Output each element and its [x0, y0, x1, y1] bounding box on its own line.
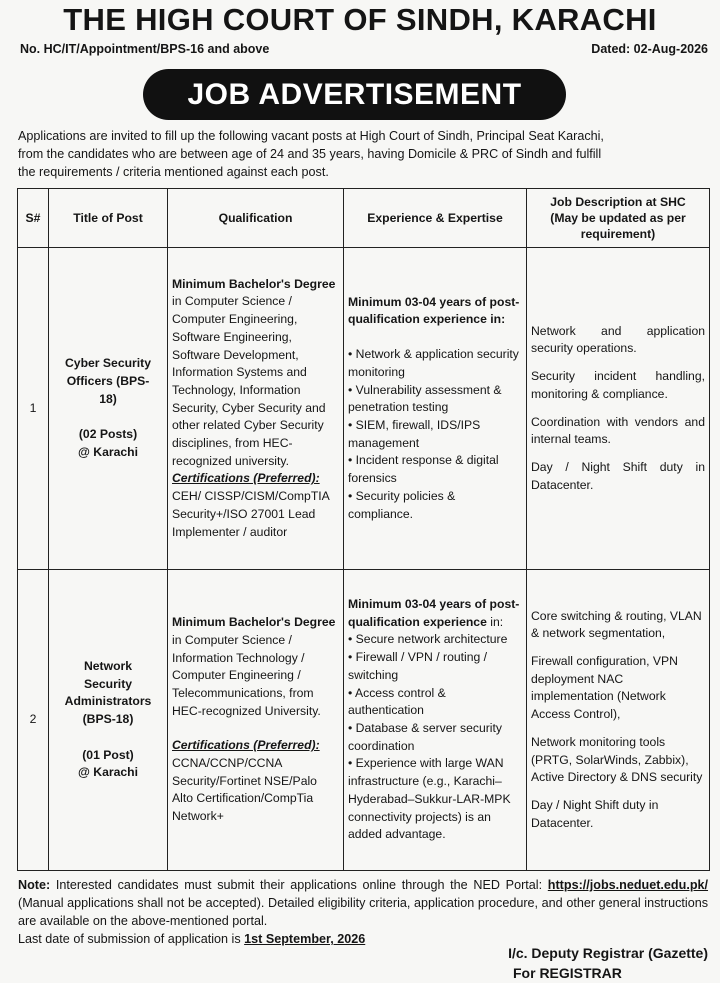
list-item: • Firewall / VPN / routing / switching — [348, 649, 522, 684]
last-date-text: Last date of submission of application is — [18, 932, 241, 946]
note-paragraph — [18, 876, 708, 930]
job-description-cell — [527, 570, 710, 871]
post-count: (02 Posts) — [78, 427, 138, 442]
post-location: @ Karachi — [78, 445, 138, 460]
last-date-line — [18, 930, 365, 948]
list-item: • Incident response & digital forensics — [348, 452, 522, 487]
list-item: • Vulnerability assessment & penetration testing — [348, 382, 522, 417]
job-description-item: Coordination with vendors and internal teams. — [531, 414, 705, 447]
jobs-table — [17, 188, 710, 871]
job-description-item: Network and application security operations. — [531, 323, 705, 356]
table-row — [18, 248, 710, 570]
job-advertisement-banner: JOB ADVERTISEMENT — [143, 69, 566, 120]
post-title-line: Officers (BPS- — [66, 373, 150, 388]
table-header-row — [18, 189, 710, 248]
row-number: 1 — [18, 248, 49, 570]
intro-line: from the candidates who are between age of 24 and 35 years, having Domicile & PRC of Sindh and fulfill — [18, 147, 602, 161]
experience-heading: Minimum 03-04 years of post-qualification experience — [348, 597, 520, 629]
list-item: • Access control & authentication — [348, 685, 522, 720]
certifications-text: CEH/ CISSP/CISM/CompTIA Security+/ISO 27001 Lead Implementer / auditor — [172, 489, 330, 539]
qualification-cell — [168, 248, 344, 570]
qualification-degree: Minimum Bachelor's Degree — [172, 276, 336, 291]
post-title-cell — [49, 248, 168, 570]
signatory-for: For REGISTRAR — [513, 965, 622, 981]
list-item: • Network & application security monitoring — [348, 346, 522, 381]
table-row — [18, 570, 710, 871]
job-description-cell — [527, 248, 710, 570]
list-item: • Experience with large WAN infrastructure (e.g., Karachi–Hyderabad–Sukkur-LAR-MPK connectivity projects) is an added advantage. — [348, 755, 522, 844]
note-text-continued: (Manual applications shall not be accepted). Detailed eligibility criteria, application procedure, and other general instructions are available on the above-mentioned portal. — [18, 896, 708, 928]
experience-heading-tail: in: — [486, 614, 504, 629]
experience-heading: Minimum 03-04 years of post-qualification experience in: — [348, 294, 520, 327]
ned-portal-link[interactable]: https://jobs.neduet.edu.pk/ — [547, 878, 709, 892]
post-title-line: Security — [83, 676, 133, 691]
certifications-text: CCNA/CCNP/CCNA Security/Fortinet NSE/Palo Alto Certification/CompTia Network+ — [172, 756, 317, 824]
list-item: • Database & server security coordination — [348, 720, 522, 755]
signatory-title: I/c. Deputy Registrar (Gazette) — [508, 945, 708, 961]
intro-paragraph — [18, 127, 708, 181]
court-title: THE HIGH COURT OF SINDH, KARACHI — [63, 2, 657, 37]
certifications-label: Certifications (Preferred): — [172, 738, 320, 753]
post-title-line: Administrators — [64, 694, 152, 709]
qualification-text: in Computer Science / Computer Engineering, Software Engineering, Software Development, Information Systems and Technology, Information Security, Cyber Security and other related Cyber Security disciplines, from HEC-recognized university. — [172, 294, 326, 468]
post-title-line: 18) — [99, 391, 117, 406]
header-experience: Experience & Expertise — [344, 189, 527, 248]
header-title: Title of Post — [49, 189, 168, 248]
experience-list — [348, 346, 522, 523]
list-item: • Security policies & compliance. — [348, 488, 522, 523]
job-description-item: Network monitoring tools (PRTG, SolarWinds, Zabbix), Active Directory & DNS security — [531, 734, 703, 785]
note-text: Interested candidates must submit their applications online through the NED Portal: — [55, 878, 543, 892]
job-description-item: Security incident handling, monitoring & compliance. — [531, 369, 705, 401]
post-title-line: Cyber Security — [64, 356, 152, 371]
note-label: Note: — [18, 878, 51, 892]
header-sn: S# — [18, 189, 49, 248]
experience-cell — [344, 570, 527, 871]
job-description-item: Day / Night Shift duty in Datacenter. — [531, 459, 705, 492]
certifications-label: Certifications (Preferred): — [172, 471, 320, 486]
header-job-description: Job Description at SHC (May be updated as per requirement) — [527, 189, 710, 248]
last-date-value: 1st September, 2026 — [244, 932, 366, 946]
post-title-line: (BPS-18) — [82, 712, 134, 726]
job-description-item: Day / Night Shift duty in Datacenter. — [531, 797, 659, 830]
post-title-cell — [49, 570, 168, 871]
date-line: Dated: 02-Aug-2026 — [591, 42, 708, 56]
experience-cell — [344, 248, 527, 570]
qualification-degree: Minimum Bachelor's Degree — [172, 615, 336, 630]
post-count: (01 Post) — [82, 747, 134, 762]
intro-line: the requirements / criteria mentioned against each post. — [18, 165, 329, 179]
post-location: @ Karachi — [78, 765, 138, 780]
qualification-text: in Computer Science / Information Technology / Computer Engineering / Telecommunications, from HEC-recognized University. — [172, 632, 321, 718]
job-description-item: Core switching & routing, VLAN & network segmentation, — [531, 608, 702, 641]
job-description-item: Firewall configuration, VPN deployment NAC implementation (Network Access Control), — [531, 654, 678, 722]
intro-line: Applications are invited to fill up the following vacant posts at High Court of Sindh, Principal Seat Karachi, — [18, 129, 604, 143]
reference-number: No. HC/IT/Appointment/BPS-16 and above — [20, 42, 270, 56]
list-item: • Secure network architecture — [348, 631, 522, 649]
qualification-cell — [168, 570, 344, 871]
row-number: 2 — [18, 570, 49, 871]
post-title-line: Network — [83, 658, 133, 673]
header-qualification: Qualification — [168, 189, 344, 248]
experience-list — [348, 631, 522, 843]
list-item: • SIEM, firewall, IDS/IPS management — [348, 417, 522, 452]
